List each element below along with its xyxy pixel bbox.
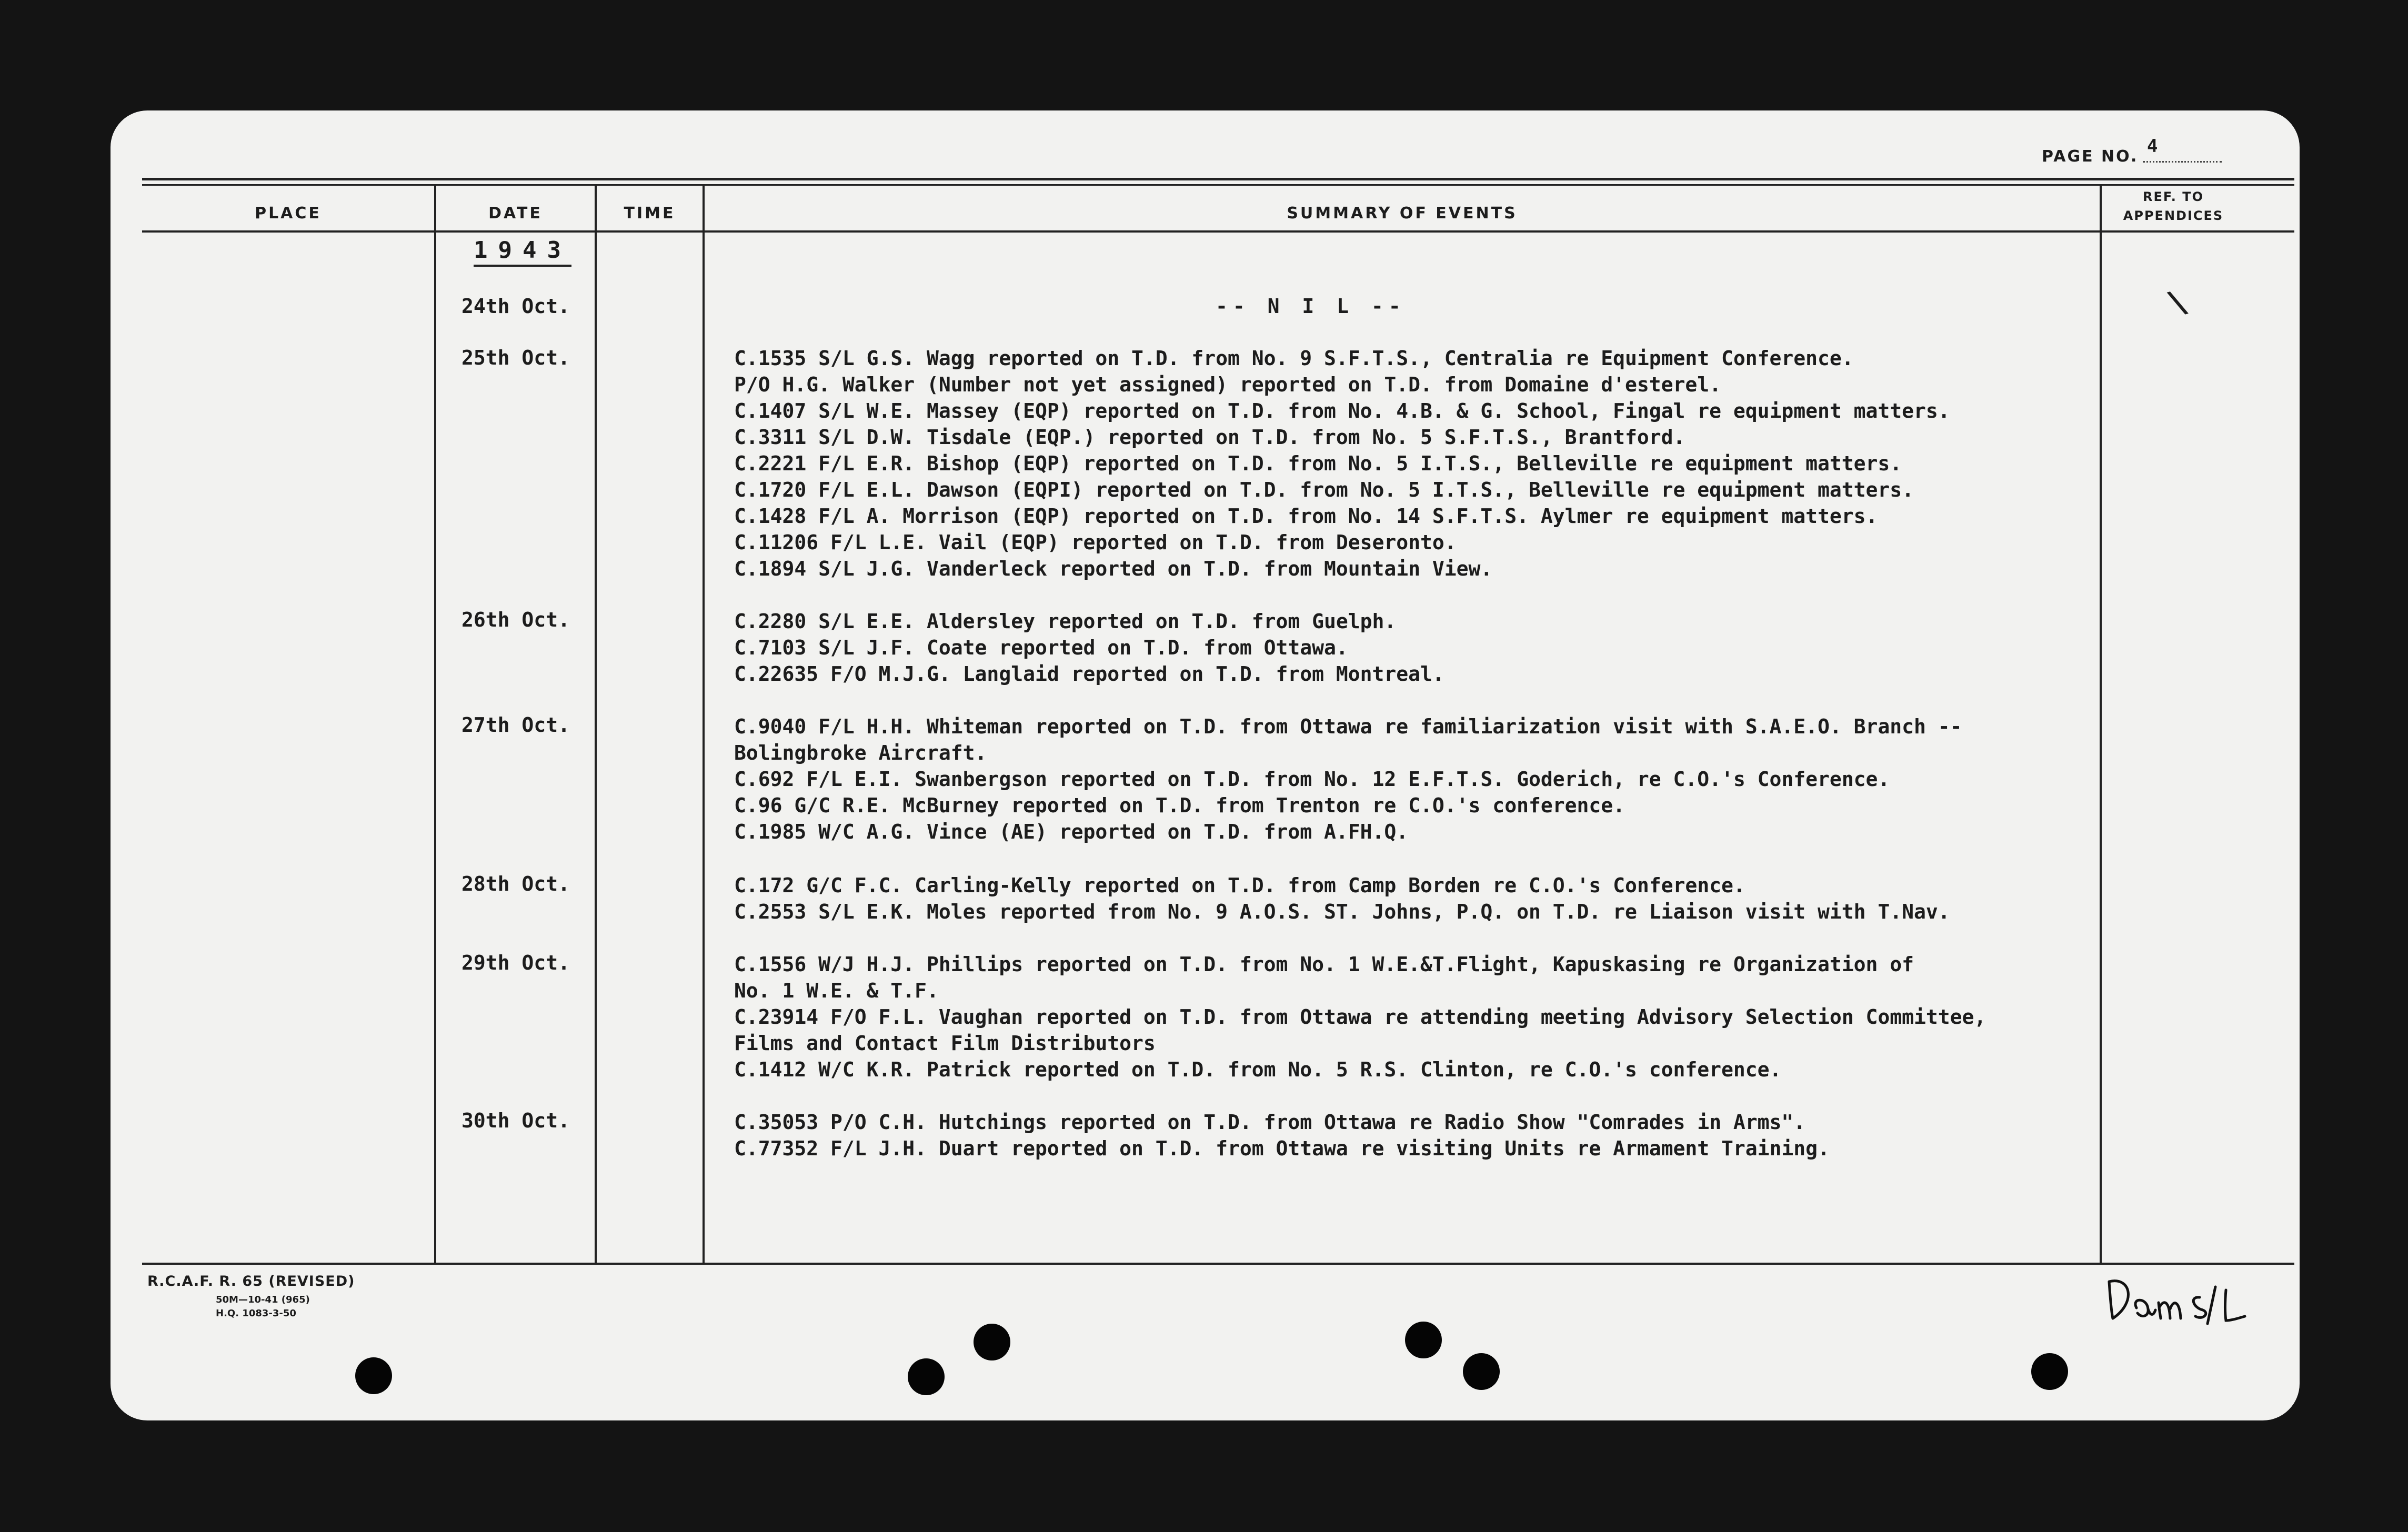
event-entry: C.1407 S/L W.E. Massey (EQP) reported on T.D. from No. 4.B. & G. School, Fingal re equipment matters. [734, 399, 1950, 422]
event-entry: C.7103 S/L J.F. Coate reported on T.D. from Ottawa. [734, 636, 1348, 659]
punch-hole [1463, 1353, 1500, 1390]
punch-hole [355, 1357, 392, 1394]
event-entry: C.9040 F/L H.H. Whiteman reported on T.D. from Ottawa re familiarization visit with S.A.E.O. Branch -- [734, 715, 1962, 738]
year-heading: 1943 [474, 237, 571, 267]
column-divider-time [703, 184, 705, 1264]
event-entry: C.2280 S/L E.E. Aldersley reported on T.D. from Guelph. [734, 610, 1397, 633]
entries-30-oct [734, 1109, 2223, 1162]
event-entry: C.1720 F/L E.L. Dawson (EQPI) reported on T.D. from No. 5 I.T.S., Belleville re equipment matters. [734, 478, 1914, 501]
event-entry: Films and Contact Film Distributors [734, 1032, 1156, 1055]
event-entry: C.23914 F/O F.L. Vaughan reported on T.D. from Ottawa re attending meeting Advisory Selection Committee, [734, 1005, 1986, 1029]
event-entry: C.22635 F/O M.J.G. Langlaid reported on T.D. from Montreal. [734, 662, 1444, 686]
header-summary: SUMMARY OF EVENTS [1287, 204, 1518, 223]
event-entry: C.1556 W/J H.J. Phillips reported on T.D. from No. 1 W.E.&T.Flight, Kapuskasing re Organization of [734, 953, 1914, 976]
form-print-run: 50M—10-41 (965) [216, 1294, 310, 1305]
event-entry: C.3311 S/L D.W. Tisdale (EQP.) reported on T.D. from No. 5 S.F.T.S., Brantford. [734, 426, 1685, 449]
event-entry: C.77352 F/L J.H. Duart reported on T.D. from Ottawa re visiting Units re Armament Training. [734, 1137, 1830, 1160]
event-entry: C.1428 F/L A. Morrison (EQP) reported on T.D. from No. 14 S.F.T.S. Aylmer re equipment matters. [734, 505, 1878, 528]
header-place: PLACE [255, 204, 322, 223]
punch-hole [2031, 1353, 2068, 1390]
header-time: TIME [624, 204, 676, 223]
date-30-oct: 30th Oct. [461, 1109, 570, 1132]
event-entry: C.1894 S/L J.G. Vanderleck reported on T.D. from Mountain View. [734, 557, 1493, 580]
header-ref-line2: APPENDICES [2123, 208, 2224, 223]
event-entry: C.692 F/L E.I. Swanbergson reported on T.D. from No. 12 E.F.T.S. Goderich, re C.O.'s Conference. [734, 768, 1890, 791]
date-27-oct: 27th Oct. [461, 713, 570, 737]
nil-entry: -- N I L -- [1216, 295, 1406, 318]
event-entry: C.172 G/C F.C. Carling-Kelly reported on T.D. from Camp Borden re C.O.'s Conference. [734, 874, 1745, 897]
punch-hole [908, 1358, 945, 1395]
date-24-oct: 24th Oct. [461, 295, 570, 318]
event-entry: P/O H.G. Walker (Number not yet assigned) reported on T.D. from Domaine d'esterel. [734, 373, 1721, 396]
date-26-oct: 26th Oct. [461, 608, 570, 631]
entries-26-oct [734, 608, 2223, 687]
form-reference: R.C.A.F. R. 65 (REVISED) [147, 1273, 355, 1289]
handwritten-signature [2100, 1266, 2273, 1329]
event-entry: C.96 G/C R.E. McBurney reported on T.D. from Trenton re C.O.'s conference. [734, 794, 1625, 817]
form-hq-number: H.Q. 1083-3-50 [216, 1308, 296, 1319]
event-entry: No. 1 W.E. & T.F. [734, 979, 939, 1002]
event-entry: C.2553 S/L E.K. Moles reported from No. 9 A.O.S. ST. Johns, P.Q. on T.D. re Liaison visit with T.Nav. [734, 900, 1950, 923]
entries-29-oct [734, 951, 2223, 1083]
ref-tick-mark: \ [2163, 282, 2192, 323]
header-ref-line1: REF. TO [2143, 189, 2204, 204]
entries-25-oct [734, 345, 2223, 582]
page-number-value: 4 [2147, 136, 2158, 157]
event-entry: Bolingbroke Aircraft. [734, 741, 987, 764]
entries-28-oct [734, 872, 2223, 925]
diary-sheet [111, 110, 2300, 1420]
event-entry: C.11206 F/L L.E. Vail (EQP) reported on T.D. from Deseronto. [734, 531, 1457, 554]
header-date: DATE [488, 204, 543, 223]
date-29-oct: 29th Oct. [461, 951, 570, 974]
header-top-rule [142, 178, 2294, 180]
punch-hole [1405, 1322, 1442, 1358]
event-entry: C.1985 W/C A.G. Vince (AE) reported on T.D. from A.FH.Q. [734, 820, 1409, 843]
event-entry: C.2221 F/L E.R. Bishop (EQP) reported on T.D. from No. 5 I.T.S., Belleville re equipment matters. [734, 452, 1902, 475]
page-number-underline [2143, 161, 2222, 163]
entries-27-oct [734, 713, 2223, 845]
punch-hole [974, 1324, 1010, 1360]
event-entry: C.35053 P/O C.H. Hutchings reported on T.D. from Ottawa re Radio Show "Comrades in Arms". [734, 1111, 1806, 1134]
header-ref-appendices [2100, 187, 2247, 225]
event-entry: C.1535 S/L G.S. Wagg reported on T.D. from No. 9 S.F.T.S., Centralia re Equipment Conference. [734, 347, 1854, 370]
page-number-label: PAGE NO. [2042, 147, 2139, 166]
event-entry: C.1412 W/C K.R. Patrick reported on T.D. from No. 5 R.S. Clinton, re C.O.'s conference. [734, 1058, 1782, 1081]
date-28-oct: 28th Oct. [461, 872, 570, 895]
header-top-rule-2 [142, 184, 2294, 186]
table-bottom-rule [142, 1263, 2294, 1265]
date-25-oct: 25th Oct. [461, 346, 570, 369]
